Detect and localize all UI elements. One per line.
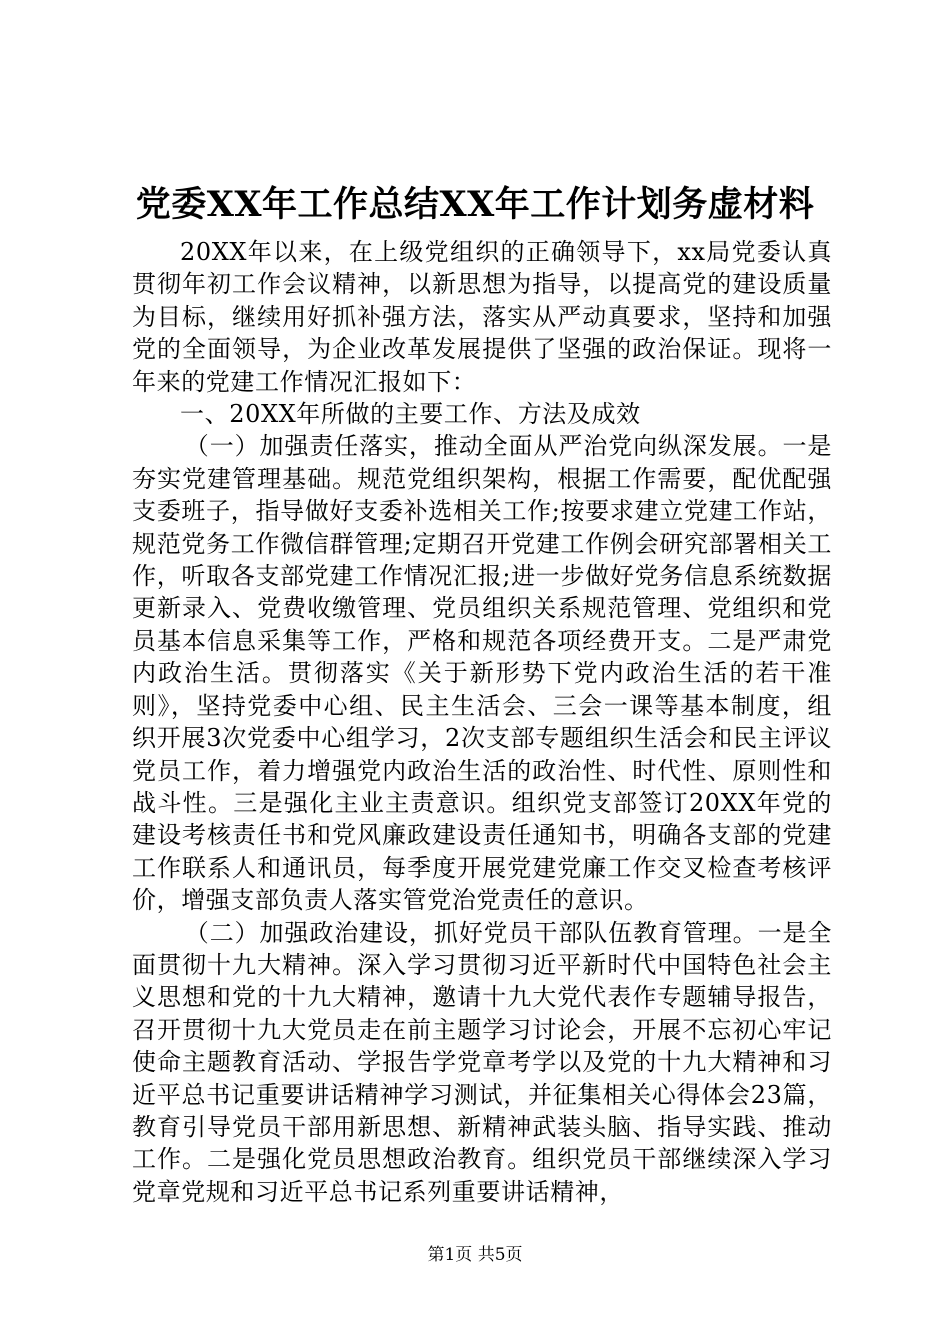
document-body [132, 236, 832, 1208]
intro-paragraph: 20XX年以来，在上级党组织的正确领导下，xx局党委认真贯彻年初工作会议精神，以新思想为指导，以提高党的建设质量为目标，继续用好抓补强方法，落实从严动真要求，坚持和加强党的全面领导，为企业改革发展提供了坚强的政治保证。现将一年来的党建工作情况汇报如下： [132, 238, 832, 396]
document-title: 党委XX年工作总结XX年工作计划务虚材料 [135, 184, 815, 225]
page-footer: 第1页 共5页 [427, 1245, 523, 1265]
section-heading: 一、20XX年所做的主要工作、方法及成效 [180, 400, 641, 429]
subsection-paragraph-2: （二）加强政治建设，抓好党员干部队伍教育管理。一是全面贯彻十九大精神。深入学习贯彻习近平新时代中国特色社会主义思想和党的十九大精神，邀请十九大党代表作专题辅导报告，召开贯彻十九大党员走在前主题学习讨论会，开展不忘初心牢记使命主题教育活动、学报告学党章考学以及党的十九大精神和习近平总书记重要讲话精神学习测试，并征集相关心得体会23篇，教育引导党员干部用新思想、新精神武装头脑、指导实践、推动工作。二是强化党员思想政治教育。组织党员干部继续深入学习党章党规和习近平总书记系列重要讲话精神， [132, 918, 832, 1206]
subsection-paragraph-1: （一）加强责任落实，推动全面从严治党向纵深发展。一是夯实党建管理基础。规范党组织架构，根据工作需要，配优配强支委班子，指导做好支委补选相关工作;按要求建立党建工作站，规范党务工作微信群管理;定期召开党建工作例会研究部署相关工作，听取各支部党建工作情况汇报;进一步做好党务信息系统数据更新录入、党费收缴管理、党员组织关系规范管理、党组织和党员基本信息采集等工作，严格和规范各项经费开支。二是严肃党内政治生活。贯彻落实《关于新形势下党内政治生活的若干准则》，坚持党委中心组、民主生活会、三会一课等基本制度，组织开展3次党委中心组学习，2次支部专题组织生活会和民主评议党员工作，着力增强党内政治生活的政治性、时代性、原则性和战斗性。三是强化主业主责意识。组织党支部签订20XX年党的建设考核责任书和党风廉政建设责任通知书，明确各支部的党建工作联系人和通讯员，每季度开展党建党廉工作交叉检查考核评价，增强支部负责人落实管党治党责任的意识。 [132, 432, 832, 915]
